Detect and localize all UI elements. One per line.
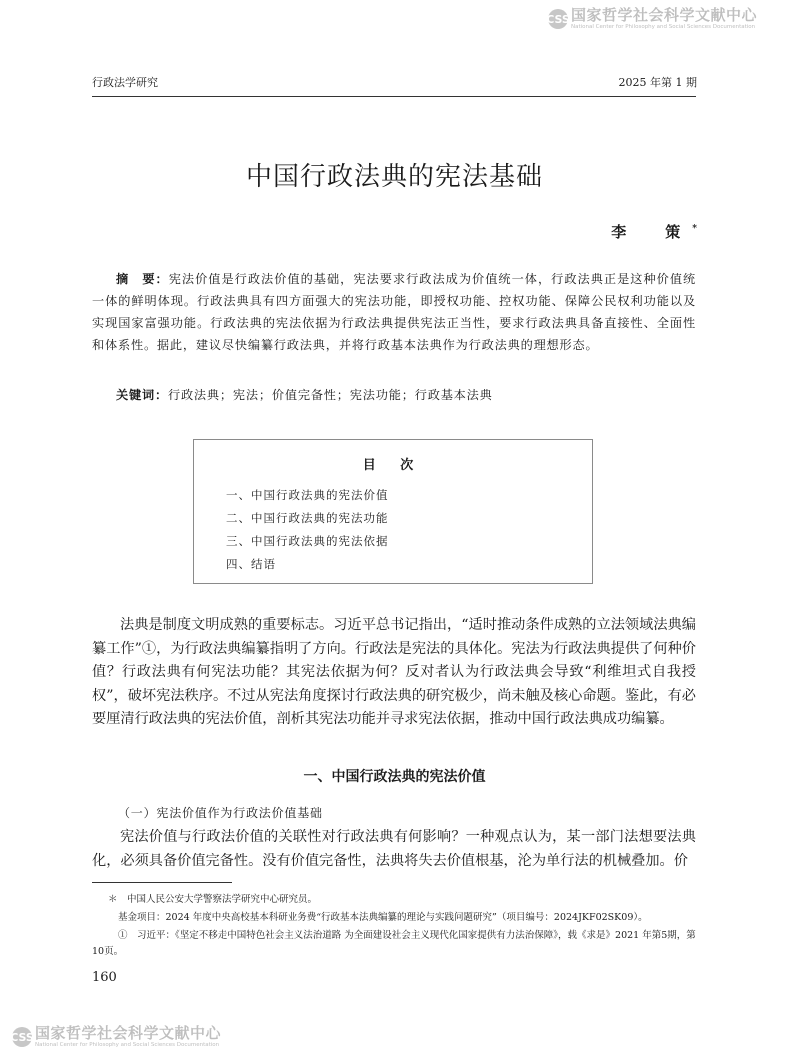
author-footnote-mark: * [692, 224, 697, 234]
abstract-text: 宪法价值是行政法价值的基础，宪法要求行政法成为价值统一体，行政法典正是这种价值统一体的鲜明体现。行政法典具有四方面强大的宪法功能，即授权功能、控权功能、保障公民权利功能以及实现国家富强功能。行政法典的宪法依据为行政法典提供宪法正当性，要求行政法典具备直接性、全面性和体系性。据此，建议尽快编纂行政法典，并将行政基本法典作为行政法典的理想形态。 [92, 272, 697, 352]
watermark-name-zh: 国家哲学社会科学文献中心 [35, 1024, 222, 1042]
watermark-logo-top [548, 8, 757, 31]
watermark-name-zh: 国家哲学社会科学文献中心 [571, 6, 758, 24]
page-number: 160 [92, 970, 117, 985]
toc-title: 目 次 [362, 458, 424, 473]
footnote-fund: 基金项目：2024 年度中央高校基本科研业务费“行政基本法典编纂的理论与实践问题研究”（项目编号：2024JKF02SK09）。 [118, 912, 648, 923]
table-of-contents [193, 439, 593, 584]
toc-item: 四、结语 [226, 557, 276, 571]
keywords [92, 386, 696, 403]
footnote-rule [92, 882, 232, 883]
abstract [92, 268, 696, 356]
article-title: 中国行政法典的宪法基础 [245, 162, 543, 192]
toc-item: 三、中国行政法典的宪法依据 [226, 534, 389, 548]
footnote-1: ① 习近平：《坚定不移走中国特色社会主义法治道路 为全面建设社会主义现代化国家提供有力法治保障》，载《求是》2021 年第5期，第10页。 [92, 930, 696, 957]
subsection-heading: （一）宪法价值作为行政法价值基础 [118, 806, 323, 820]
watermark-name-en: National Center for Philosophy and Social Sciences Documentation [571, 24, 756, 30]
footnote-author: ＊ 中国人民公安大学警察法学研究中心研究员。 [108, 894, 318, 905]
abstract-label: 摘 要： [116, 272, 169, 286]
journal-name: 行政法学研究 [92, 76, 158, 89]
issue-number: 2025 年第 1 期 [618, 76, 697, 89]
watermark-name-en: National Center for Philosophy and Social Sciences Documentation [35, 1042, 220, 1048]
csss-logo-icon: CSS [548, 9, 568, 29]
keywords-text: 行政法典；宪法；价值完备性；宪法功能；行政基本法典 [167, 388, 493, 402]
section-heading: 一、中国行政法典的宪法价值 [303, 769, 486, 785]
watermark-logo-bottom [12, 1026, 221, 1049]
body-paragraph: 宪法价值与行政法价值的关联性对行政法典有何影响？一种观点认为，某一部门法想要法典化，必须具备价值完备性。没有价值完备性，法典将失去价值根基，沦为单行法的机械叠加。价 [92, 829, 696, 869]
toc-item: 一、中国行政法典的宪法价值 [226, 488, 389, 502]
keywords-label: 关键词： [116, 388, 168, 402]
header-rule [92, 96, 696, 97]
author-name: 李 策* [611, 223, 697, 241]
intro-paragraph: 法典是制度文明成熟的重要标志。习近平总书记指出，“适时推动条件成熟的立法领域法典编纂工作”①，为行政法典编纂指明了方向。行政法是宪法的具体化。宪法为行政法典提供了何种价值？行政法典有何宪法功能？其宪法依据为何？反对者认为行政法典会导致“利维坦式自我授权”，破坏宪法秩序。不过从宪法角度探讨行政法典的研究极少，尚未触及核心命题。鉴此，有必要厘清行政法典的宪法价值，剖析其宪法功能并寻求宪法依据，推动中国行政法典成功编纂。 [92, 617, 696, 727]
csss-logo-icon: CSS [12, 1027, 32, 1047]
toc-item: 二、中国行政法典的宪法功能 [226, 511, 389, 525]
